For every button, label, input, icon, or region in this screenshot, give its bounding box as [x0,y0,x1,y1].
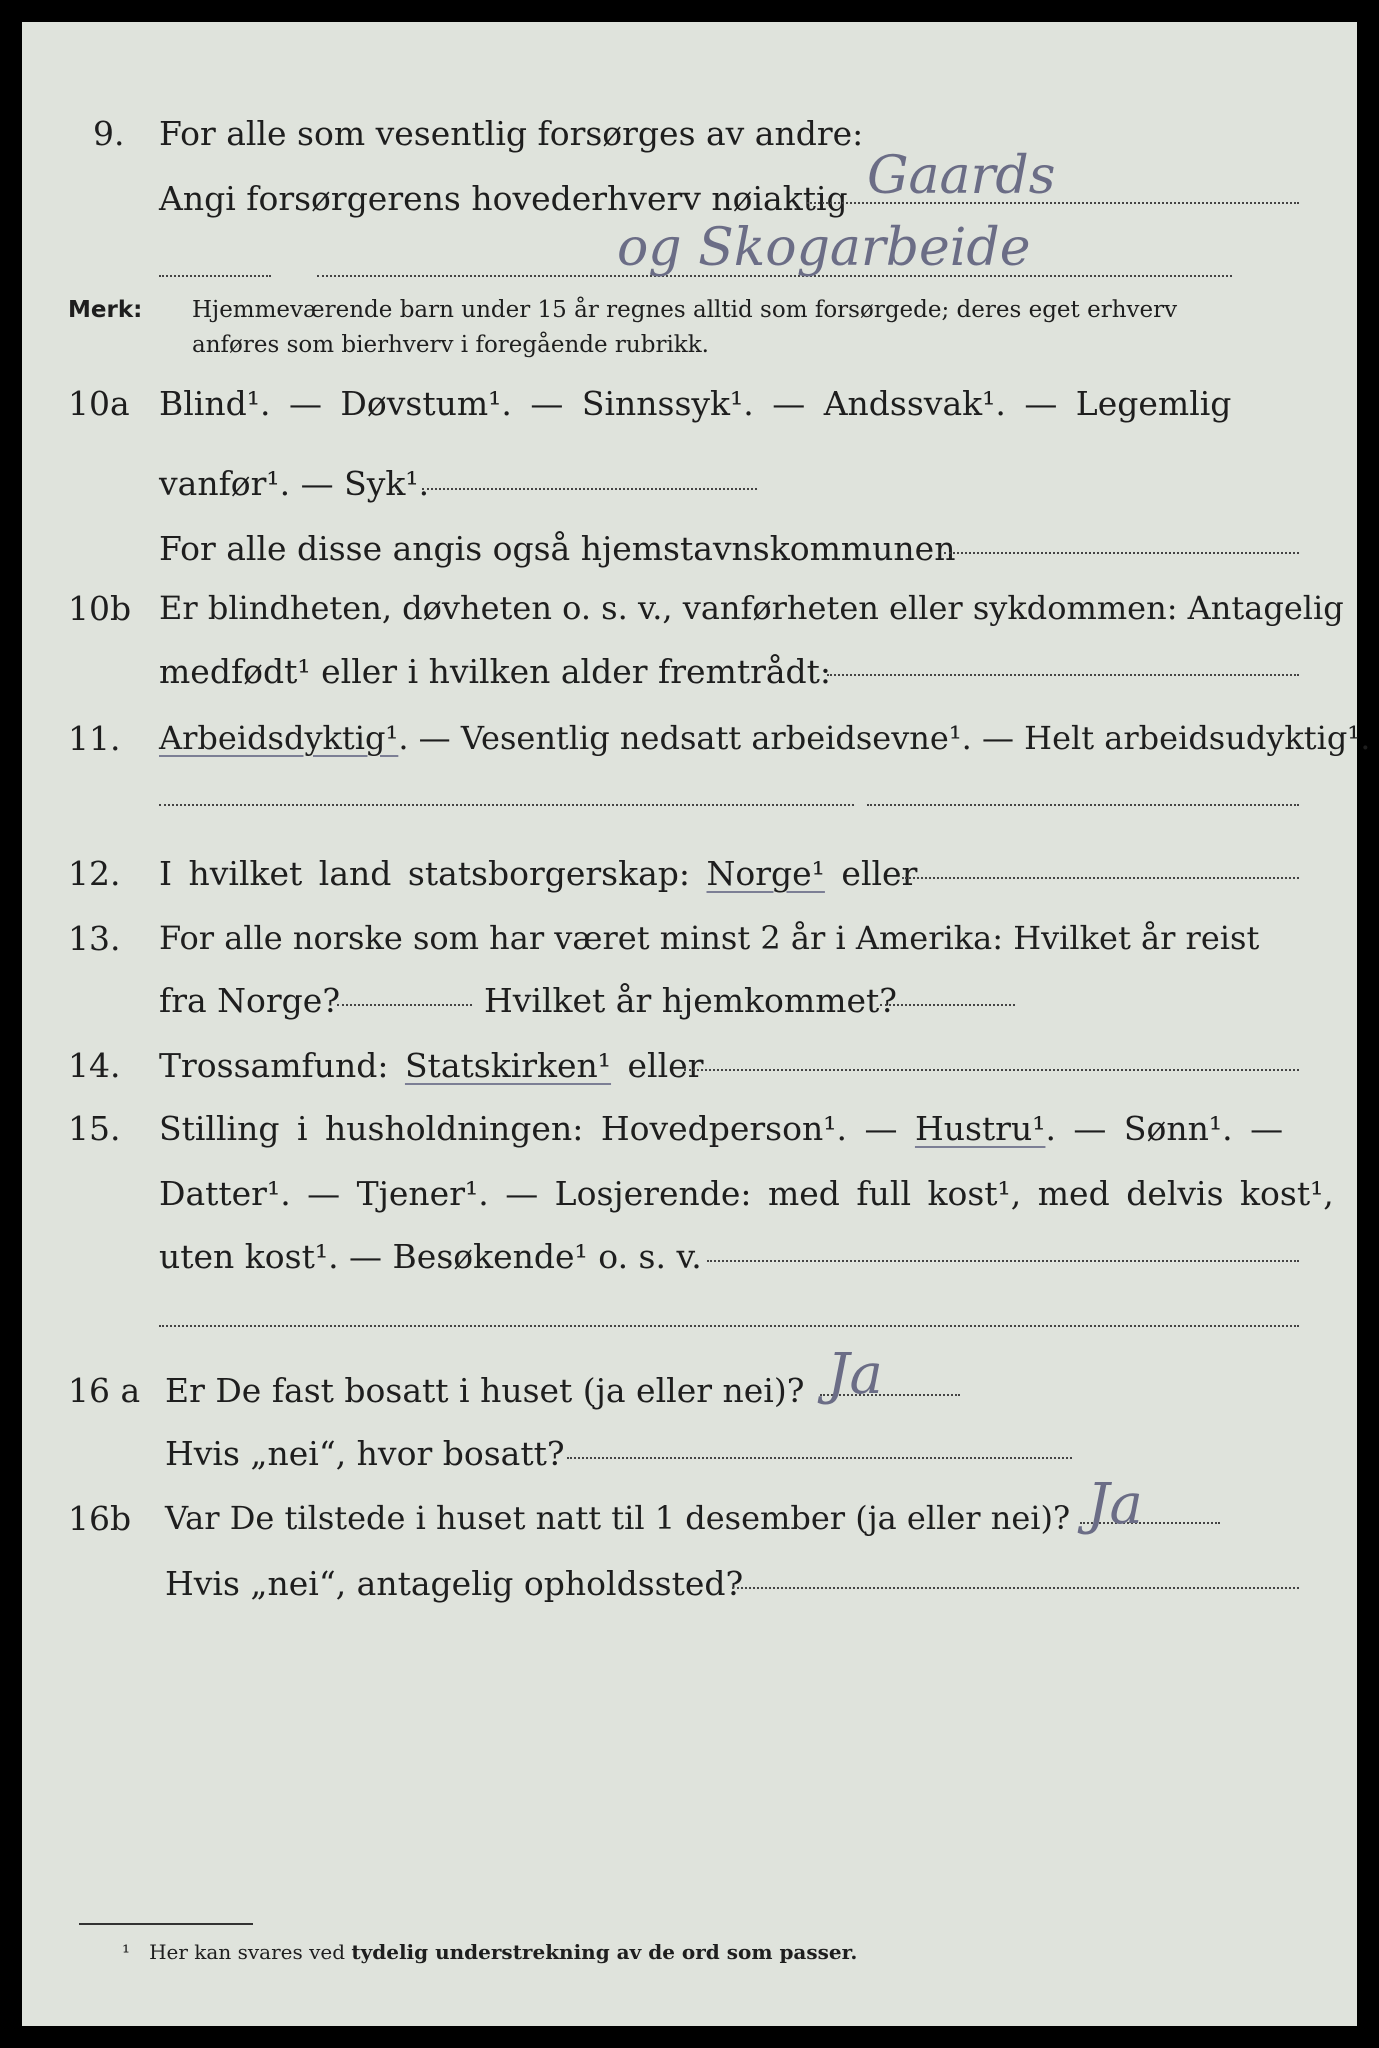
q12-line [159,854,918,893]
q14-selected-option: Statskirken¹ [404,1046,612,1085]
q9-answer-line2a [159,275,271,277]
q13-number: 13. [68,919,121,958]
q10a-line3: For alle disse angis også hjemstavnskommunen [159,529,956,568]
q14-line [159,1046,704,1085]
q10b-line2: medfødt¹ eller i hvilken alder fremtrådt: [159,652,832,691]
q10a-line1: Blind¹. — Døvstum¹. — Sinnssyk¹. — Andssvak¹. — Legemlig [159,384,1232,423]
q12-selected-option: Norge¹ [706,854,825,893]
q16b-opholdssted-line [732,1587,1299,1589]
footnote-bold-text: tydelig understrekning av de ord som passer. [351,1940,858,1964]
q9-line2: Angi forsørgerens hovederhverv nøiaktig [159,179,848,218]
q9-number: 9. [93,114,125,153]
merk-line1: Hjemmeværende barn under 15 år regnes alltid som forsørgede; deres eget erhverv [192,297,1178,323]
q15-number: 15. [68,1109,121,1148]
q13-line2b: Hvilket år hjemkommet? [484,981,897,1020]
merk-label: Merk: [68,297,143,323]
q11-selected-option: Arbeidsdyktig¹ [159,719,399,757]
q12-answer-line [902,877,1299,879]
q10b-answer-line [827,674,1299,676]
q16a-handwritten-answer: Ja [827,1342,883,1407]
q15-line1-post: . — Sønn¹. — [1045,1109,1284,1148]
q10a-syk-line [422,488,757,490]
q10a-kommune-line [944,552,1299,554]
q14-number: 14. [68,1046,121,1085]
q14-eller: eller [627,1046,704,1085]
q15-line1-pre: Stilling i husholdningen: Hovedperson¹. — [159,1109,898,1148]
footnote-mark: ¹ [122,1940,131,1964]
q11-number: 11. [68,719,121,758]
census-form-page [22,22,1371,2026]
footnote-rule [79,1923,253,1925]
q11-rest: . — Vesentlig nedsatt arbeidsevne¹. — Helt arbeidsudyktig¹. [398,719,1371,757]
q15-answer-line [707,1260,1299,1262]
q16b-line2: Hvis „nei“, antagelig opholdssted? [165,1564,744,1603]
q9-line1: For alle som vesentlig forsørges av andre: [159,114,864,153]
q16b-line1: Var De tilstede i huset natt til 1 desember (ja eller nei)? [165,1499,1071,1537]
q15-line3: uten kost¹. — Besøkende¹ o. s. v. [159,1237,702,1276]
q12-prompt: I hvilket land statsborgerskap: [159,854,691,893]
q16b-handwritten-answer: Ja [1087,1472,1143,1537]
q9-handwritten-answer2: og Skogarbeide [617,218,1031,278]
q16a-line2: Hvis „nei“, hvor bosatt? [165,1434,565,1473]
q12-eller: eller [841,854,918,893]
q16b-number: 16b [68,1499,132,1538]
q11-answer-line-a [159,804,854,806]
q15-line1 [159,1109,1284,1148]
q9-handwritten-answer1: Gaards [867,146,1056,206]
q13-hjemkommet-line [880,1004,1015,1006]
q14-prompt: Trossamfund: [159,1046,389,1085]
q10a-line2: vanfør¹. — Syk¹. [159,464,430,503]
q15-line2: Datter¹. — Tjener¹. — Losjerende: med full kost¹, med delvis kost¹, [159,1174,1334,1213]
q13-line1: For alle norske som har været minst 2 år i Amerika: Hvilket år reist [159,919,1260,957]
q11-answer-line-b [867,804,1299,806]
q11-line [159,719,1371,757]
q13-reist-line [337,1004,472,1006]
q10a-number: 10a [68,384,130,423]
q15-answer-line2 [159,1325,1299,1327]
q10b-line1: Er blindheten, døvheten o. s. v., vanførheten eller sykdommen: Antagelig [159,589,1344,627]
footnote-text: Her kan svares ved [149,1940,346,1964]
q16a-number: 16 a [68,1371,141,1410]
q15-selected-option: Hustru¹ [914,1109,1046,1148]
q12-number: 12. [68,854,121,893]
q10b-number: 10b [68,589,132,628]
q14-answer-line [684,1069,1299,1071]
q16a-line1: Er De fast bosatt i huset (ja eller nei)? [165,1371,805,1410]
q16a-bosatt-line [567,1457,1072,1459]
merk-line2: anføres som bierhverv i foregående rubrikk. [192,332,709,358]
footnote [122,1942,857,1962]
q13-line2a: fra Norge? [159,981,341,1020]
